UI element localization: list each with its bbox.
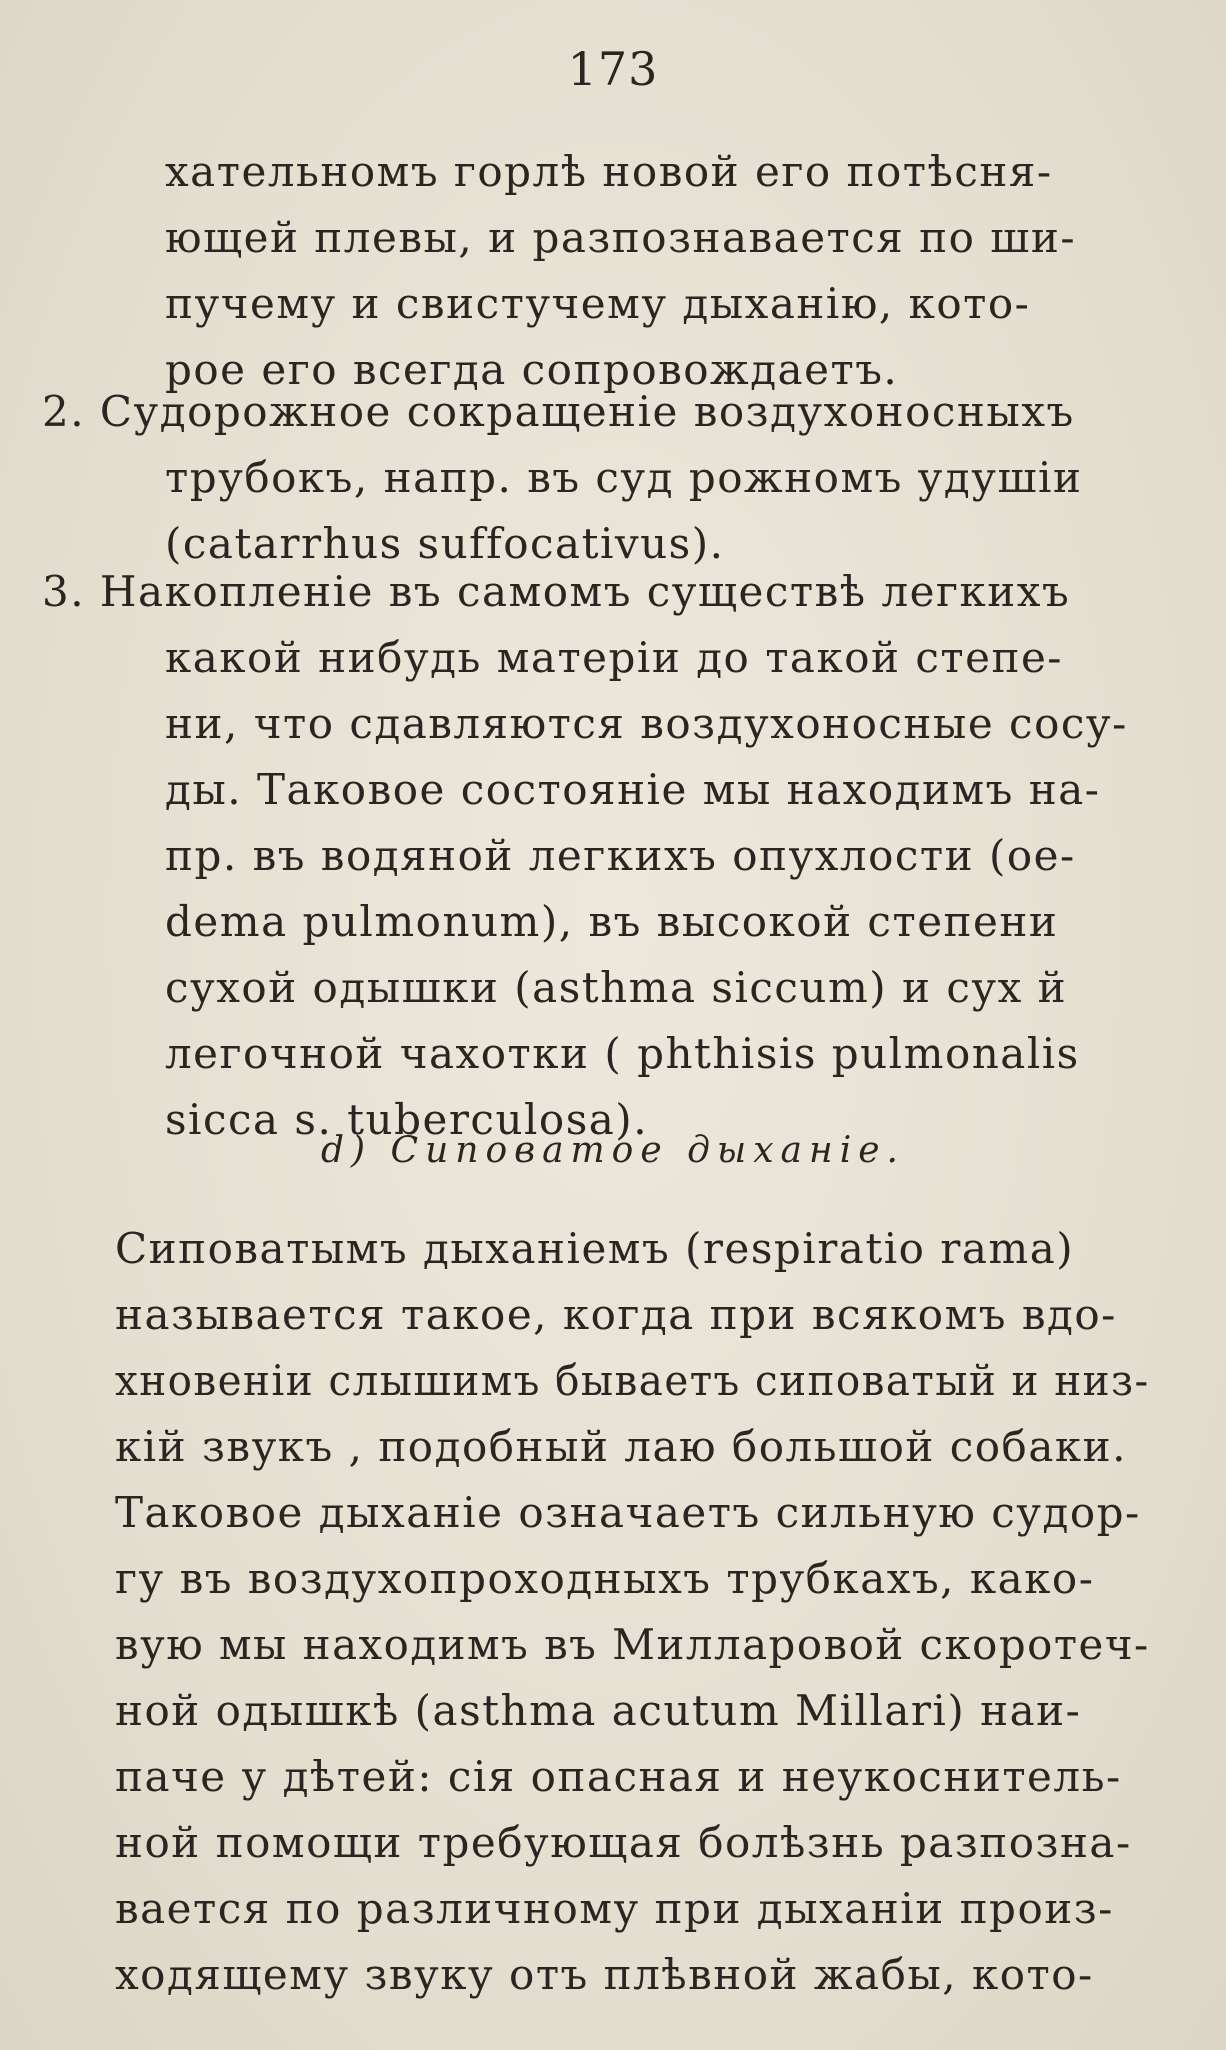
text-line: трубокъ, напр. въ суд рожномъ удушiи [165,453,1083,502]
text-line: sicca s. tuberculosa). [165,1095,649,1144]
text-line: 3. Накопленiе въ самомъ существѣ легкихъ [42,567,1071,616]
page-number: 173 [567,42,659,96]
text-line: кiй звукъ , подобный лаю большой собаки. [115,1422,1127,1471]
text-line: рое его всегда сопровождаетъ. [165,345,899,394]
text-line: Сиповатымъ дыханiемъ (respiratio rama) [115,1224,1075,1273]
text-line: ходящему звуку отъ плѣвной жабы, кото- [115,1950,1094,1999]
text-line: ной одышкѣ (asthma acutum Millari) наи- [115,1686,1082,1735]
text-line: вую мы находимъ въ Милларовой скоротеч- [115,1620,1150,1669]
text-line: dema pulmonum), въ высокой степени [165,897,1059,946]
text-line: ной помощи требующая болѣзнь разпозна- [115,1818,1132,1867]
section-heading: d) Сиповатое дыханiе. [321,1130,905,1171]
text-line: хновенiи слышимъ бываетъ сиповатый и низ- [115,1356,1150,1405]
text-line: гу въ воздухопроходныхъ трубкахъ, како- [115,1554,1095,1603]
text-line: легочной чахотки ( phthisis pulmonalis [165,1029,1080,1078]
text-line: 2. Судорожное сокращенiе воздухоносныхъ [42,387,1075,436]
text-line: пучему и свистучему дыханiю, кото- [165,279,1031,328]
text-line: ющей плевы, и разпознавается по ши- [165,213,1077,262]
text-line: вается по различному при дыханiи произ- [115,1884,1114,1933]
text-line: (catarrhus suffocativus). [165,519,725,568]
text-line: Таковое дыханiе означаетъ сильную судор- [115,1488,1141,1537]
text-line: хательномъ горлѣ новой его потѣсня- [165,147,1053,196]
text-line: какой нибудь матерiи до такой степе- [165,633,1063,682]
text-line: ни, что сдавляются воздухоносные сосу- [165,699,1128,748]
text-line: сухой одышки (asthma siccum) и сух й [165,963,1068,1012]
text-line: пр. въ водяной легкихъ опухлости (oe- [165,831,1076,880]
text-line: называется такое, когда при всякомъ вдо- [115,1290,1117,1339]
text-line: паче у дѣтей: сiя опасная и неукоснитель- [115,1752,1122,1801]
text-line: ды. Таковое состоянiе мы находимъ на- [165,765,1101,814]
